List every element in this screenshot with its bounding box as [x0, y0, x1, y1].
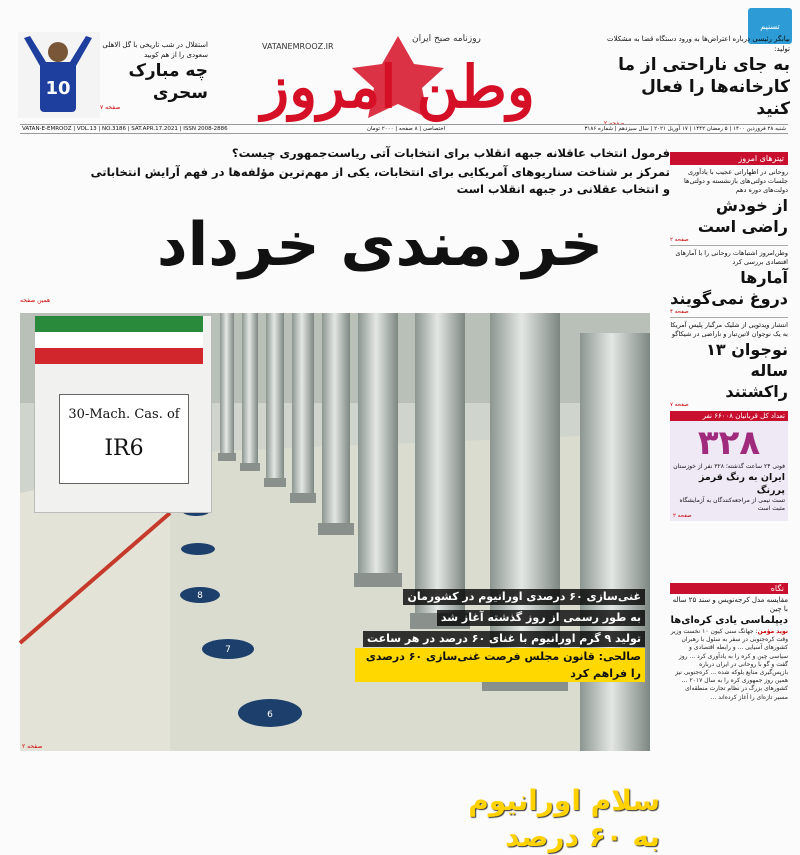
left-teaser-kicker: استقلال در شب تاریخی با گل الاهلی سعودی را از هم کوبید: [102, 41, 208, 59]
covid-number: ۳۲۸: [697, 423, 761, 463]
photo-ref: صفحه ۲: [22, 743, 43, 750]
column-story-3[interactable]: [670, 321, 788, 408]
negah-bar: نگاه: [670, 583, 788, 594]
story-1-head-1: از خودش: [715, 196, 788, 215]
photo-bullet-1: غنی‌سازی ۶۰ درصدی اورانیوم در کشورمان: [403, 589, 645, 605]
cascade-sign: [34, 315, 212, 513]
negah-author: نوید مؤمن: [757, 628, 788, 635]
covid-note: فوتی ۲۴ ساعت گذشته؛ ۳۲۸ نفر از خوزستان: [673, 463, 785, 470]
negah-body: نوید مؤمن: جهانگ سنی کیون ۱۰ نخست وزیر وقت کره‌جنوبی در سفر به سئول با رهبران کشورهای آسیایی ... و رابطه اقتصادی و سیاسی چین و کره را به یادآوری کرد ... روز گفت و گو با روحانی در ایران درباره بازپس‌گیری منابع بلوکه شده ... کره‌جنوبی نیز همین روز جمهوری کره را به سال ۲۰۱۷ ... کشورهای بزرگ در نظام تجارت منطقه‌ای مسیر تازه‌ای را آغاز کرده‌اند ...: [670, 628, 788, 701]
photo-headline-line2: به ۶۰ درصد: [505, 820, 660, 853]
dateline-persian: شنبه ۲۸ فروردین ۱۴۰۰ | ۵ رمضان ۱۴۴۲ | ۱۷ آوریل ۲۰۲۱ | سال سیزدهم | شماره ۳۱۸۶: [584, 126, 786, 132]
iran-flag-icon: [35, 316, 203, 364]
lead-kicker-2: [80, 164, 670, 198]
negah-kicker: مقایسه مدل کرجه‌نویس و سند ۲۵ ساله با چین: [672, 596, 788, 613]
story-2-head-1: آمارها: [740, 268, 788, 287]
svg-text:7: 7: [225, 645, 231, 655]
dateline-middle: اختصاصی | ۸ صفحه | ۲۰۰۰ تومان: [366, 126, 446, 132]
negah-title: دیپلماسی یادی کره‌ای‌ها: [670, 615, 788, 626]
story-1-kicker: روحانی در اظهاراتی عجیب با یادآوری جلسات دولتی‌های بازنشسته و دولتی‌ها دولت‌های دوره دهم: [684, 168, 788, 194]
footballer-photo: [18, 32, 100, 118]
column-story-1[interactable]: [670, 168, 788, 243]
right-teaser[interactable]: [604, 34, 790, 127]
logo-url: VATANEMROOZ.IR: [262, 42, 334, 51]
negah-box[interactable]: [670, 583, 788, 702]
story-3-kicker: انتشار ویدئویی از شلیک مرگبار پلیس آمریکا به یک نوجوان لاتین‌تبار و ناراضی در شیکاگو: [670, 321, 788, 338]
lead-headline[interactable]: خردمندی خرداد: [156, 210, 604, 280]
photo-headline-line1: سلام اورانیوم: [468, 784, 660, 817]
newspaper-logo[interactable]: [212, 30, 584, 130]
right-teaser-headline-2: کارخانه‌ها را فعال کنید: [641, 77, 790, 119]
svg-text:6: 6: [267, 710, 273, 720]
story-3-head-2: راکشتند: [725, 382, 788, 401]
logo-name: وطن امروز: [261, 53, 535, 121]
covid-sub: تست نیمی از مراجعه‌کنندگان به آزمایشگاه مثبت است: [679, 497, 785, 512]
photo-bullet-3: تولید ۹ گرم اورانیوم با غنای ۶۰ درصد در هر ساعت: [363, 631, 645, 647]
right-teaser-ref: صفحه ۲: [604, 120, 625, 127]
photo-bullet-2: به طور رسمی از روز گذشته آغاز شد: [437, 610, 645, 626]
cascade-label-line2: IR6: [104, 436, 144, 461]
left-teaser-headline-1: چه مبارک: [128, 61, 208, 81]
column-divider: [670, 245, 788, 246]
cascade-label: [59, 394, 189, 484]
photo-bullet-highlight: صالحی: قانون مجلس فرصت غنی‌سازی ۶۰ درصدی را فراهم کرد: [355, 648, 645, 682]
cascade-label-line1: 30-Mach. Cas. of: [68, 407, 180, 422]
left-teaser-headline-2: سحری: [152, 83, 208, 103]
svg-text:8: 8: [197, 591, 203, 601]
centrifuge-photo[interactable]: [20, 313, 660, 853]
left-teaser[interactable]: [100, 40, 208, 111]
watermark-text: تسنیم: [760, 21, 780, 31]
dateline: [20, 124, 788, 134]
lead-kicker-1: فرمول انتخاب عاقلانه جبهه انقلاب برای انتخابات آتی ریاست‌جمهوری چیست؟: [231, 146, 670, 160]
story-2-head-2: دروغ نمی‌گویند: [670, 289, 788, 308]
lead-kicker-2-line2: و انتخاب عقلانی در جبهه انقلاب است: [456, 182, 670, 196]
right-teaser-kicker: بیانگر رئیسی درباره اعتراض‌ها به ورود دستگاه قضا به مشکلات تولید:: [607, 35, 790, 53]
photo-headline: [460, 783, 660, 855]
lead-ref: همین صفحه: [20, 297, 51, 304]
logo-subtitle: روزنامه صبح ایران: [412, 34, 481, 44]
photo-bullets: [355, 585, 645, 682]
story-1-ref: صفحه ۲: [670, 237, 689, 243]
svg-text:10: 10: [45, 78, 71, 99]
story-1-head-2: راضی است: [697, 217, 788, 236]
story-3-ref: صفحه ۷: [670, 402, 689, 408]
column-divider: [670, 317, 788, 318]
lead-kicker-2-line1: تمرکز بر شناخت سناریوهای آمریکایی برای انتخابات، یکی از مهم‌ترین مؤلفه‌ها در فهم آرایش انتخاباتی: [90, 165, 670, 179]
column-story-2[interactable]: [670, 249, 788, 315]
left-teaser-ref: صفحه ۷: [100, 104, 121, 111]
dateline-english: VATAN-E-EMROOZ | VOL.13 | NO.3186 | SAT.APR.17.2021 | ISSN 2008-2886: [22, 126, 228, 132]
covid-total-bar: تعداد کل قربانیان ۶۶۰۰۸ نفر: [670, 411, 788, 421]
negah-body-text: جهانگ سنی کیون ۱۰ نخست وزیر وقت کره‌جنوبی در سفر به سئول با رهبران کشورهای آسیایی ... و رابطه اقتصادی و سیاسی چین و کره را به یادآوری کرد ... روز گفت و گو با روحانی در ایران درباره بازپس‌گیری منابع بلوکه شده ... کره‌جنوبی نیز همین روز جمهوری کره را به سال ۲۰۱۷ ... کشورهای بزرگ در نظام تجارت منطقه‌ای مسیر تازه‌ای را آغاز کرده‌اند ...: [670, 628, 788, 701]
column-header: تیترهای امروز: [670, 152, 788, 165]
story-2-ref: صفحه ۴: [670, 309, 689, 315]
covid-box[interactable]: [670, 421, 788, 521]
covid-headline: ایران به رنگ قرمز پررنگ: [698, 472, 785, 496]
covid-ref: صفحه ۲: [673, 513, 692, 519]
headlines-column: [670, 152, 788, 521]
right-teaser-headline-1: به جای ناراحتی از ما: [618, 55, 790, 75]
story-2-kicker: وطن‌امروز اشتباهات روحانی را با آمارهای اقتصادی بررسی کرد: [675, 249, 788, 266]
story-3-head-1: نوجوان ۱۳ ساله: [706, 340, 788, 380]
